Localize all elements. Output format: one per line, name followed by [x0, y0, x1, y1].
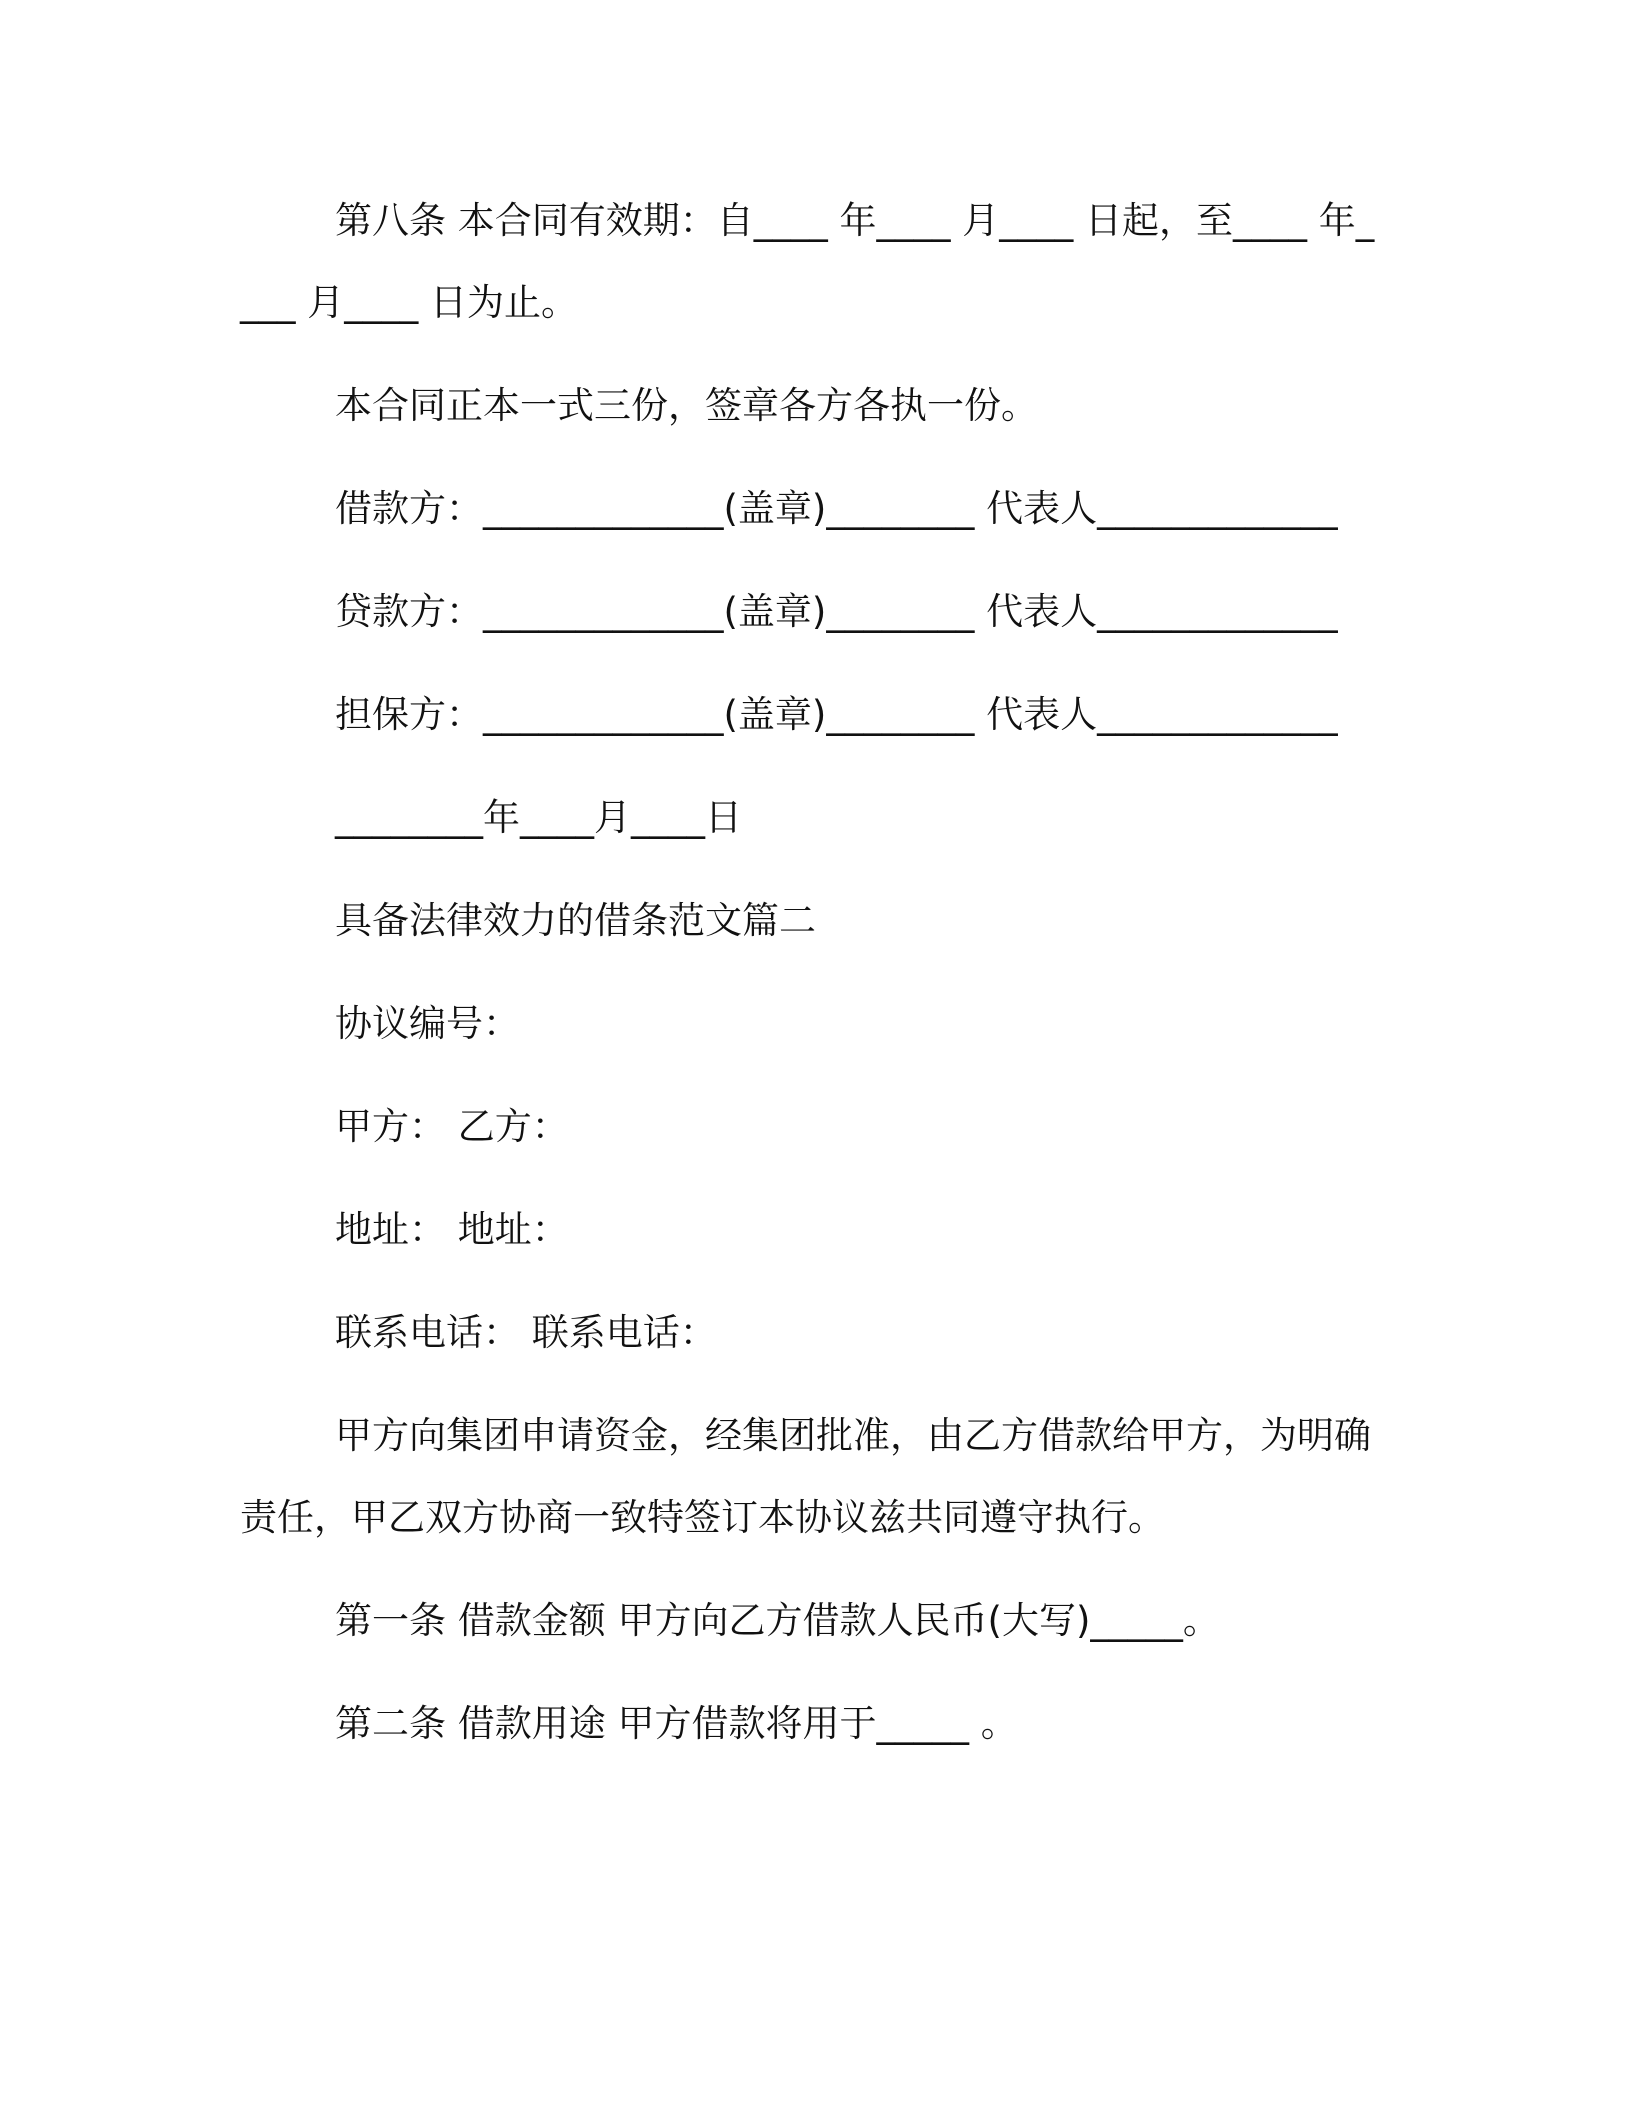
paragraph-article-1: 第一条 借款金额 甲方向乙方借款人民币(大写)_____。	[335, 1599, 1220, 1642]
paragraph-date-line: ________年____月____日	[335, 796, 742, 839]
paragraph-article-2: 第二条 借款用途 甲方借款将用于_____ 。	[335, 1702, 1018, 1745]
section-heading: 具备法律效力的借条范文篇二	[335, 899, 816, 942]
paragraph-phones: 联系电话： 联系电话：	[335, 1311, 717, 1354]
paragraph-preamble: 甲方向集团申请资金，经集团批准，由乙方借款给甲方，为明确责任，甲乙双方协商一致特签订本协议兹共同遵守执行。	[240, 1414, 1371, 1539]
paragraph-addresses: 地址： 地址：	[335, 1208, 569, 1251]
paragraph-parties: 甲方： 乙方：	[335, 1105, 569, 1148]
paragraph-borrower-signature: 借款方：_____________(盖章)________ 代表人_____________	[335, 487, 1338, 530]
paragraph-validity-period: 第八条 本合同有效期：自____ 年____ 月____ 日起，至____ 年____ 月____ 日为止。	[240, 199, 1375, 324]
paragraph-agreement-number: 协议编号：	[335, 1002, 520, 1045]
paragraph-lender-signature: 贷款方：_____________(盖章)________ 代表人_____________	[335, 590, 1338, 633]
paragraph-guarantor-signature: 担保方：_____________(盖章)________ 代表人_____________	[335, 693, 1338, 736]
document-body	[240, 180, 1375, 1786]
paragraph-copies: 本合同正本一式三份，签章各方各执一份。	[335, 384, 1038, 427]
